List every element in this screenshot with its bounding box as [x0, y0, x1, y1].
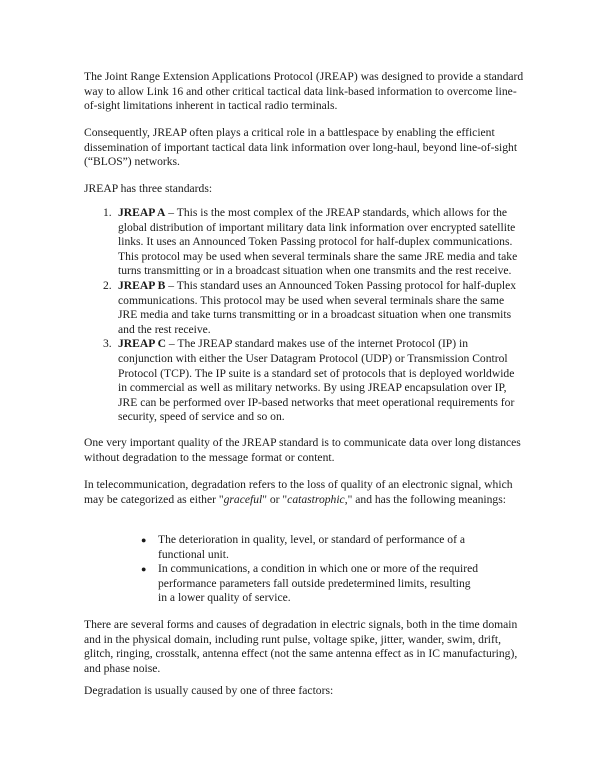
- standard-description: – The JREAP standard makes use of the internet Protocol (IP) in conjunction with either the User Datagram Protocol (UDP) or Transmission Control Protocol (TCP). The IP suite is a standard set of protocols that is deployed worldwide in commercial as well as military networks. By using JREAP encapsulation over IP, JRE can be performed over IP-based networks that meet operational requirements for security, speed of service and so on.: [118, 337, 515, 424]
- quality-paragraph: One very important quality of the JREAP standard is to communicate data over long distances without degradation to the message format or content.: [84, 436, 521, 464]
- standard-description: – This is the most complex of the JREAP standards, which allows for the global distribution of important military data link information over encrypted satellite links. It uses an Announced Token Passing protocol for half-duplex communications. This protocol may be used when several terminals share the same JRE media and take turns transmitting or in a broadcast situation when one transmits and the rest receive.: [118, 206, 518, 278]
- text-segment: ," and has the following meanings:: [344, 492, 506, 506]
- factors-paragraph: Degradation is usually caused by one of three factors:: [84, 684, 334, 697]
- standards-list: [103, 206, 523, 425]
- standards-heading: JREAP has three standards:: [84, 182, 213, 195]
- text-segment: In telecommunication, degradation refers to the loss of quality of an electronic signal, which may be categorized as either ": [84, 478, 513, 506]
- list-item: [141, 562, 480, 606]
- catastrophic-term: catastrophic: [287, 492, 345, 506]
- list-item: [103, 279, 523, 337]
- standard-name: JREAP B: [118, 278, 166, 292]
- list-item: [103, 206, 523, 279]
- list-number: 3.: [103, 337, 112, 351]
- list-number: 2.: [103, 278, 112, 292]
- bullet-icon: ●: [141, 535, 147, 545]
- degradation-definition-paragraph: [84, 478, 524, 507]
- standard-description: – This standard uses an Announced Token Passing protocol for half-duplex communications. This protocol may be used when several terminals share the same JRE media and take turns transmitting or in a broadcast situation when one transmits and the rest receive.: [118, 278, 517, 336]
- meaning-text: In communications, a condition in which one or more of the required performance parameters fall outside predetermined limits, resulting in a lower quality of service.: [158, 562, 479, 605]
- standard-name: JREAP C: [118, 337, 166, 351]
- meaning-text: The deterioration in quality, level, or standard of performance of a functional unit.: [158, 533, 466, 561]
- graceful-term: graceful: [223, 492, 263, 506]
- meanings-list: [141, 533, 480, 606]
- list-item: [141, 533, 480, 562]
- text-segment: " or ": [262, 492, 288, 506]
- bullet-icon: ●: [141, 564, 147, 575]
- intro-paragraph: The Joint Range Extension Applications Protocol (JREAP) was designed to provide a standard way to allow Link 16 and other critical tactical data link-based information to overcome line-of-sight limitations inherent in tactical radio terminals.: [84, 70, 524, 113]
- causes-paragraph: There are several forms and causes of degradation in electric signals, both in the time domain and in the physical domain, including runt pulse, voltage spike, jitter, wander, swim, drift, glitch, ringing, crosstalk, antenna effect (not the same antenna effect as in IC manufacturing), and phase noise.: [84, 618, 518, 675]
- list-item: [103, 337, 523, 425]
- standard-name: JREAP A: [118, 206, 166, 219]
- battlespace-paragraph: Consequently, JREAP often plays a critical role in a battlespace by enabling the efficient dissemination of important tactical data link information over long-haul, beyond line-of-sight (“BLOS”) networks.: [84, 126, 518, 169]
- list-number: 1.: [103, 206, 112, 219]
